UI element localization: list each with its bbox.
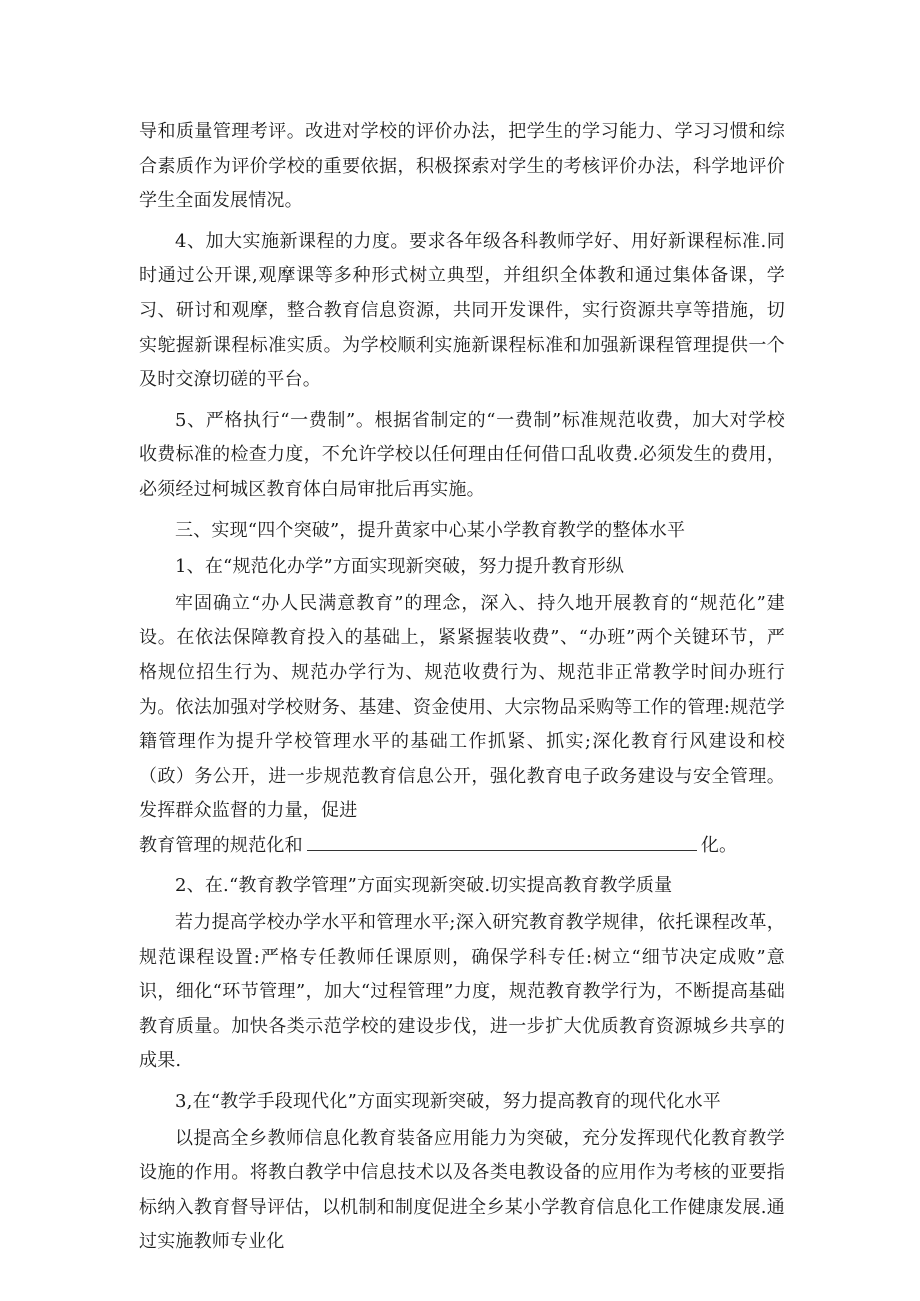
paragraph-9: 若力提高学校办学水平和管理水平;深入研究教育教学规律，依托课程改革，规范课程设置:严格专任教师任课原则，确保学科专任:树立“细节决定成败”意识，细化“环节管理”，加大“过程管理”力度，规范教育教学行为，不断提高基础教育质量。加快各类示范学校的建设步伐，进一步扩大优质教育资源城乡共享的成果. [139,912,785,1072]
paragraph-1: 导和质量管理考评。改进对学校的评价办法，把学生的学习能力、学习习惯和综合素质作为评价学校的重要依据，积极探索对学生的考核评价办法，科学地评价学生全面发展情况。 [139,121,785,212]
fill-line-after: 化。 [700,834,738,856]
fill-line-paragraph [139,829,785,864]
paragraph-2: 4、加大实施新课程的力度。要求各年级各科教师学好、用好新课程标准.同时通过公开课,观摩课等多种形式树立典型，并组织全体教和通过集体备课，学习、研讨和观摩，整合教育信息资源，共同开发课件，实行资源共享等措施，切实鸵握新课程标准实质。为学校顺利实施新课程标准和加强新课程管理提供一个及时交潦切磋的平台。 [139,230,785,391]
section-heading-3: 三、实现“四个突破”，提升黄家中心某小学教育教学的整体水平 [175,519,686,541]
paragraph-6: 牢固确立“办人民满意教育”的理念，深入、持久地开展教育的“规范化”建设。在依法保障教育投入的基础上，紧紧握装收费”、“办班”两个关键环节，严格规位招生行为、规范办学行为、规范收费行为、规范非正常教学时间办班行为。依法加强对学校财务、基建、资金使用、大宗物品采购等工作的管理:规范学籍管理作为提升学校管理水平的基础工作抓紧、抓实;深化教育行风建设和校（政）务公开，进一步规范教育信息公开，强化教育电子政务建设与安全管理。发挥群众监督的力量，促进 [139,592,785,822]
paragraph-3: 5、严格执行“一费制”。根据省制定的“一费制”标准规范收费，加大对学校收费标准的检查力度，不允许学校以任何理由任何借口乱收费.必须发生的费用，必须经过柯城区教育体白局审批后再实施。 [139,409,785,500]
blank-underline [307,836,697,851]
subheading-1: 1、在“规范化办学”方面实现新突破，努力提升教育形纵 [175,556,625,578]
fill-line-before: 教育管理的规范化和 [139,834,303,856]
document-body [139,115,785,1260]
subheading-2: 2、在.“教育教学管理”方面实现新突破.切实提高教育教学质量 [175,875,673,897]
subheading-3: 3,在“教学手段现代化”方面实现新突破，努力提高教育的现代化水平 [175,1091,721,1113]
paragraph-11: 以提高全乡教师信息化教育装备应用能力为突破，充分发挥现代化教育教学设施的作用。将教白教学中信息技术以及各类电教设备的应用作为考核的亚要指标纳入教育督导评估，以机制和制度促进全乡某小学教育信息化工作健康发展.通过实施教师专业化 [139,1127,785,1253]
